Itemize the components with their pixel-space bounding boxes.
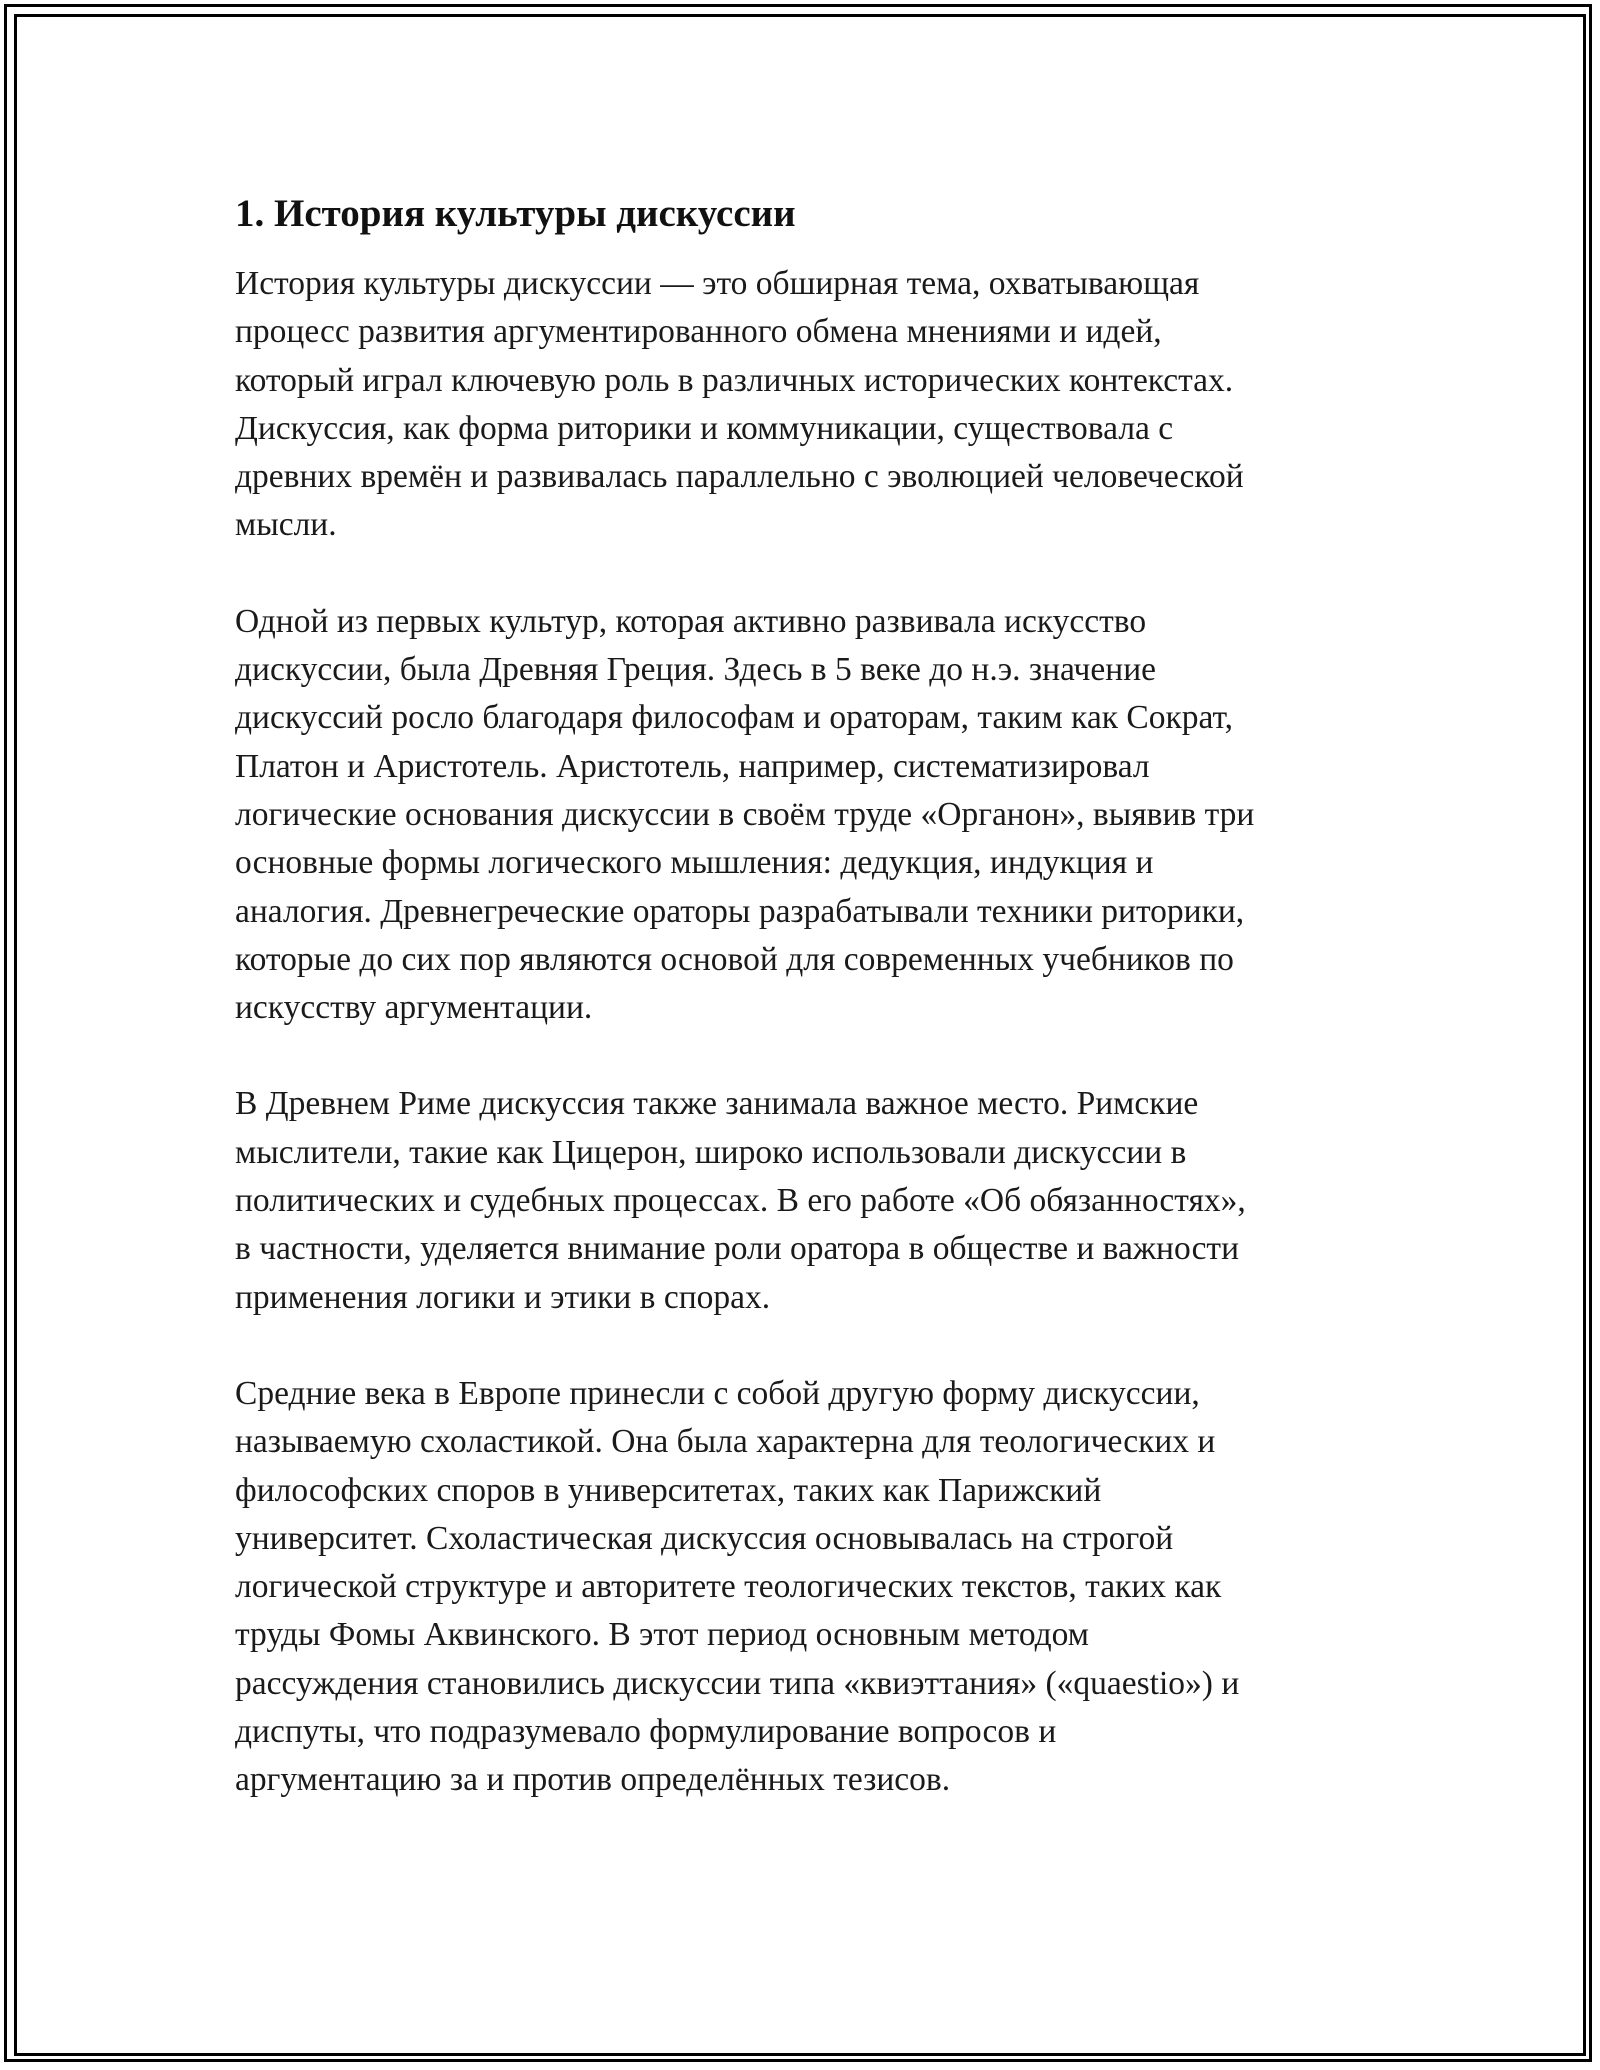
text-line: диспуты, что подразумевало формулирование вопросов и — [235, 1713, 1057, 1751]
text-line: Одной из первых культур, которая активно развивала искусство — [235, 602, 1147, 640]
paragraph-4 — [235, 1370, 1365, 1805]
text-line: в частности, уделяется внимание роли оратора в обществе и важности — [235, 1230, 1240, 1268]
text-line: древних времён и развивалась параллельно с эволюцией человеческой — [235, 458, 1244, 496]
text-line: аналогия. Древнегреческие ораторы разрабатывали техники риторики, — [235, 892, 1245, 930]
text-line: дискуссии, была Древняя Греция. Здесь в 5 веке до н.э. значение — [235, 651, 1156, 689]
text-line: называемую схоластикой. Она была характерна для теологических и — [235, 1423, 1216, 1461]
text-line: мысли. — [235, 506, 337, 544]
text-line: труды Фомы Аквинского. В этот период основным методом — [235, 1616, 1089, 1654]
text-line: дискуссий росло благодаря философам и ораторам, таким как Сократ, — [235, 699, 1233, 737]
text-line: которые до сих пор являются основой для современных учебников по — [235, 940, 1234, 978]
paragraph-2 — [235, 598, 1365, 1033]
text-line: Дискуссия, как форма риторики и коммуникации, существовала с — [235, 409, 1174, 447]
paragraph-1 — [235, 260, 1365, 550]
text-line: рассуждения становились дискуссии типа «квиэттания» («quaestio») и — [235, 1664, 1240, 1702]
text-line: аргументацию за и против определённых тезисов. — [235, 1761, 951, 1799]
text-line: университет. Схоластическая дискуссия основывалась на строгой — [235, 1519, 1174, 1557]
paragraph-3 — [235, 1080, 1365, 1321]
text-line: Средние века в Европе принесли с собой другую форму дискуссии, — [235, 1374, 1200, 1412]
text-line: применения логики и этики в спорах. — [235, 1278, 771, 1316]
text-line: Платон и Аристотель. Аристотель, например, систематизировал — [235, 747, 1150, 785]
text-line: политических и судебных процессах. В его работе «Об обязанностях», — [235, 1182, 1246, 1220]
text-line: В Древнем Риме дискуссия также занимала важное место. Римские — [235, 1085, 1199, 1123]
text-line: философских споров в университетах, таких как Парижский — [235, 1471, 1102, 1509]
text-line: логические основания дискуссии в своём труде «Органон», выявив три — [235, 795, 1255, 833]
text-line: логической структуре и авторитете теологических текстов, таких как — [235, 1568, 1222, 1606]
text-line: который играл ключевую роль в различных исторических контекстах. — [235, 361, 1234, 399]
text-line: процесс развития аргументированного обмена мнениями и идей, — [235, 313, 1162, 351]
text-line: мыслители, такие как Цицерон, широко использовали дискуссии в — [235, 1133, 1187, 1171]
document-body — [235, 190, 1365, 1853]
text-line: основные формы логического мышления: дедукция, индукция и — [235, 844, 1154, 882]
section-heading: 1. История культуры дискуссии — [235, 192, 796, 235]
text-line: История культуры дискуссии — это обширная тема, охватывающая — [235, 265, 1200, 302]
text-line: искусству аргументации. — [235, 989, 593, 1027]
